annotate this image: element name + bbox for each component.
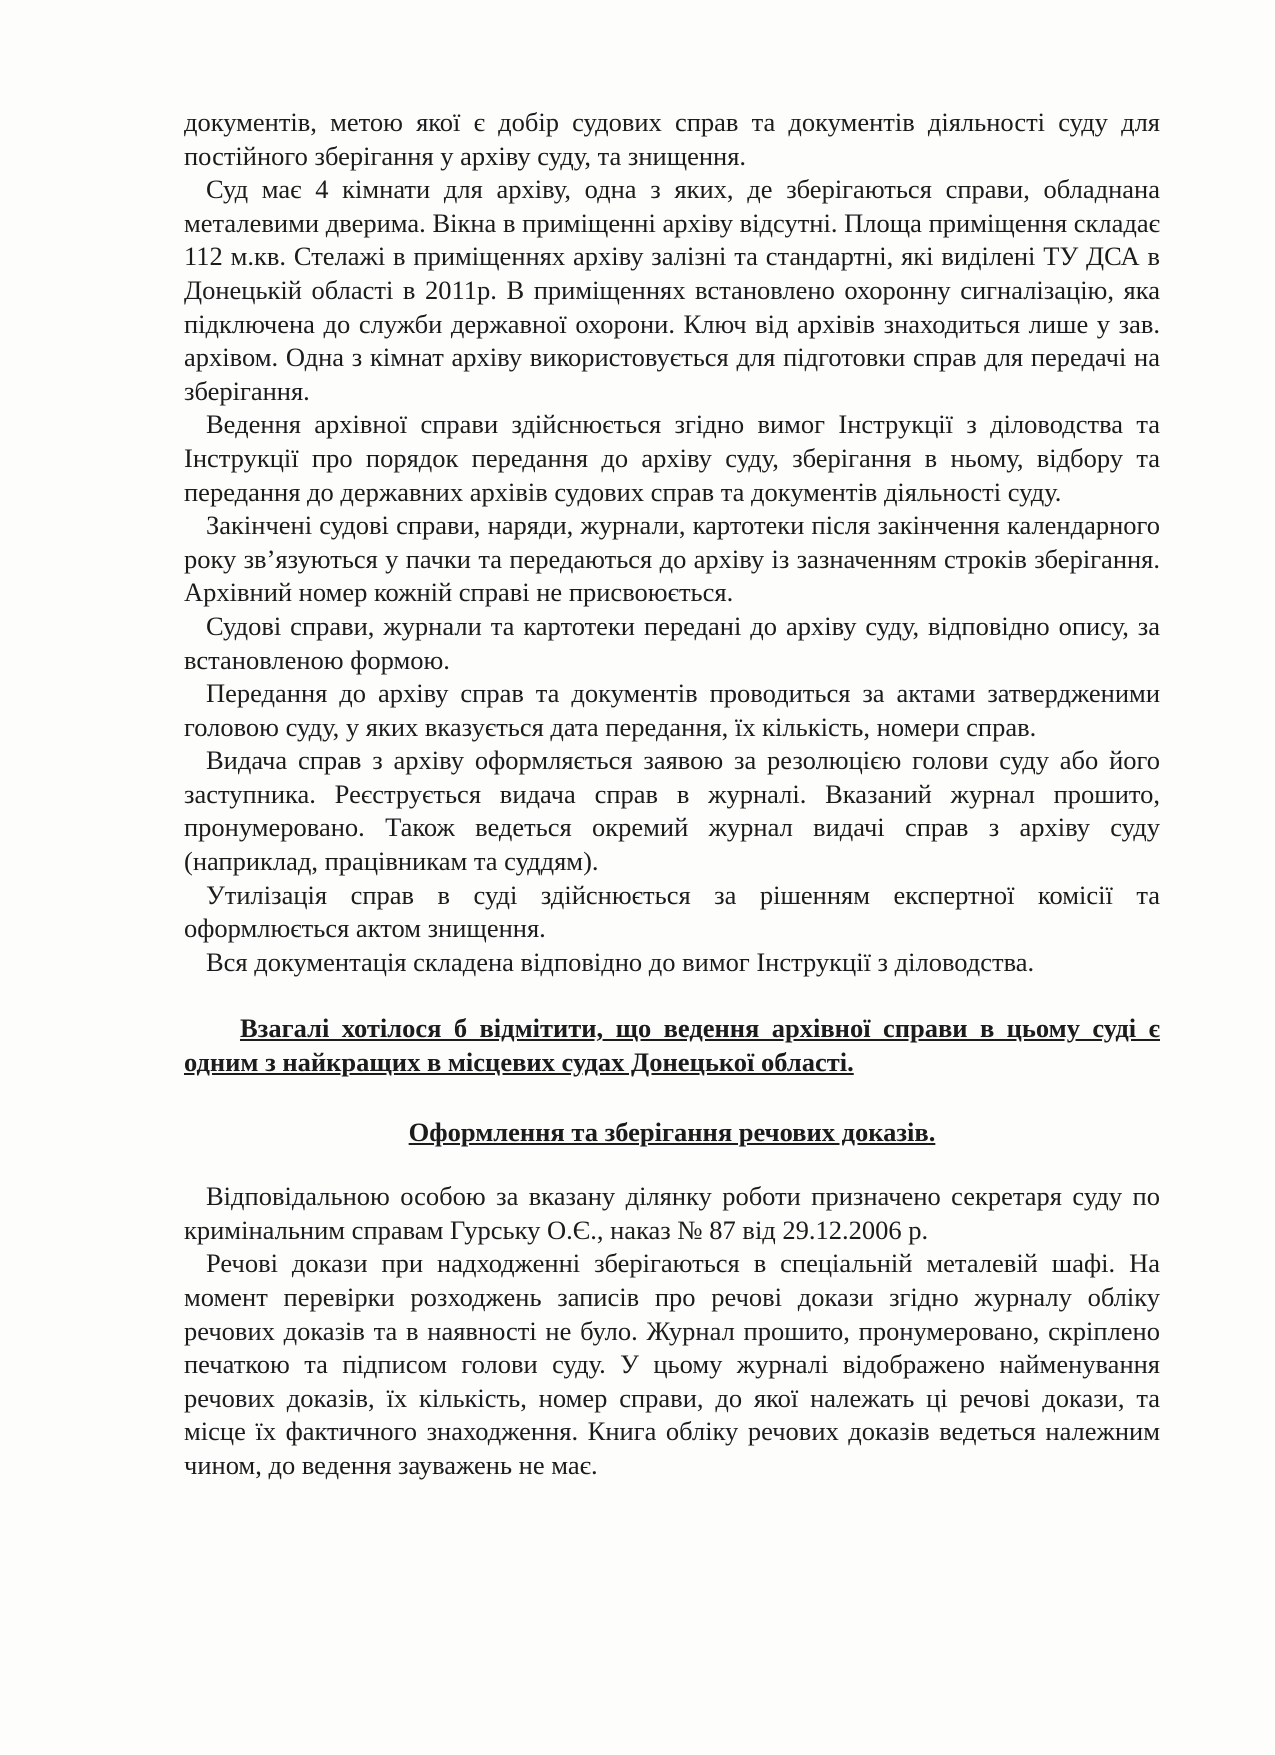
paragraph-archive-rooms: Суд має 4 кімнати для архіву, одна з яких, де зберігаються справи, обладнана металевими дверима. Вікна в приміщенні архіву відсутні. Площа приміщення складає 112 м.кв. Стелажі в приміщеннях архіву залізні та стандартні, які виділені ТУ ДСА в Донецькій області в 2011р. В приміщеннях встановлено охоронну сигналізацію, яка підключена до служби державної охорони. Ключ від архівів знаходиться лише у зав. архівом. Одна з кімнат архіву використовується для підготовки справ для передачі на зберігання. <box>184 174 1160 406</box>
paragraph-case-disposal: Утилізація справ в суді здійснюється за рішенням експертної комісії та оформлюється актом знищення. <box>184 879 1160 944</box>
paragraph-case-transfer: Судові справи, журнали та картотеки передані до архіву суду, відповідно опису, за встановленою формою. <box>184 610 1160 675</box>
paragraph-evidence-storage: Речові докази при надходженні зберігаються в спеціальній металевій шафі. На момент перевірки розходжень записів про речові докази згідно журналу обліку речових доказів та в наявності не було. Журнал прошито, пронумеровано, скріплено печаткою та підписом голови суду. У цьому журналі відображено найменування речових доказів, їх кількість, номер справи, до якої належать ці речові докази, та місце їх фактичного знаходження. Книга обліку речових доказів ведеться належним чином, до ведення зауважень не має. <box>184 1248 1160 1480</box>
paragraph-archive-selection: документів, метою якої є добір судових справ та документів діяльності суду для постійного зберігання у архіву суду, та знищення. <box>184 107 1160 171</box>
paragraph-case-issuance: Видача справ з архіву оформляється заявою за резолюцією голови суду або його заступника. Реєструється видача справ в журналі. Вказаний журнал прошито, пронумеровано. Також ведеться окремий журнал видачі справ з архіву суду (наприклад, працівникам та суддям). <box>184 745 1160 877</box>
section-heading-evidence: Оформлення та зберігання речових доказів. <box>408 1116 936 1147</box>
paragraph-transfer-acts: Передання до архіву справ та документів проводиться за актами затвердженими головою суду, у яких вказується дата передання, їх кількість, номери справ. <box>184 678 1160 742</box>
paragraph-evidence-responsible: Відповідальною особою за вказану ділянку роботи призначено секретаря суду по кримінальним справам Гурську О.Є., наказ № 87 від 29.12.2006 р. <box>184 1181 1160 1245</box>
paragraph-archive-instructions: Ведення архівної справи здійснюється згідно вимог Інструкції з діловодства та Інструкції про порядок передання до архіву суду, зберігання в ньому, відбору та передання до державних архівів судових справ та документів діяльності суду. <box>184 409 1160 507</box>
document-body <box>184 106 1160 1483</box>
paragraph-completed-cases: Закінчені судові справи, наряди, журнали, картотеки після закінчення календарного року зв’язуються у пачки та передаються до архіву із зазначенням строків зберігання. Архівний номер кожній справі не присвоюється. <box>184 510 1160 608</box>
emphasis-conclusion: Взагалі хотілося б відмітити, що ведення архівної справи в цьому суді є одним з найкращих в місцевих судах Донецької області. <box>184 1013 1160 1078</box>
paragraph-documentation: Вся документація складена відповідно до вимог Інструкції з діловодства. <box>206 946 1035 977</box>
